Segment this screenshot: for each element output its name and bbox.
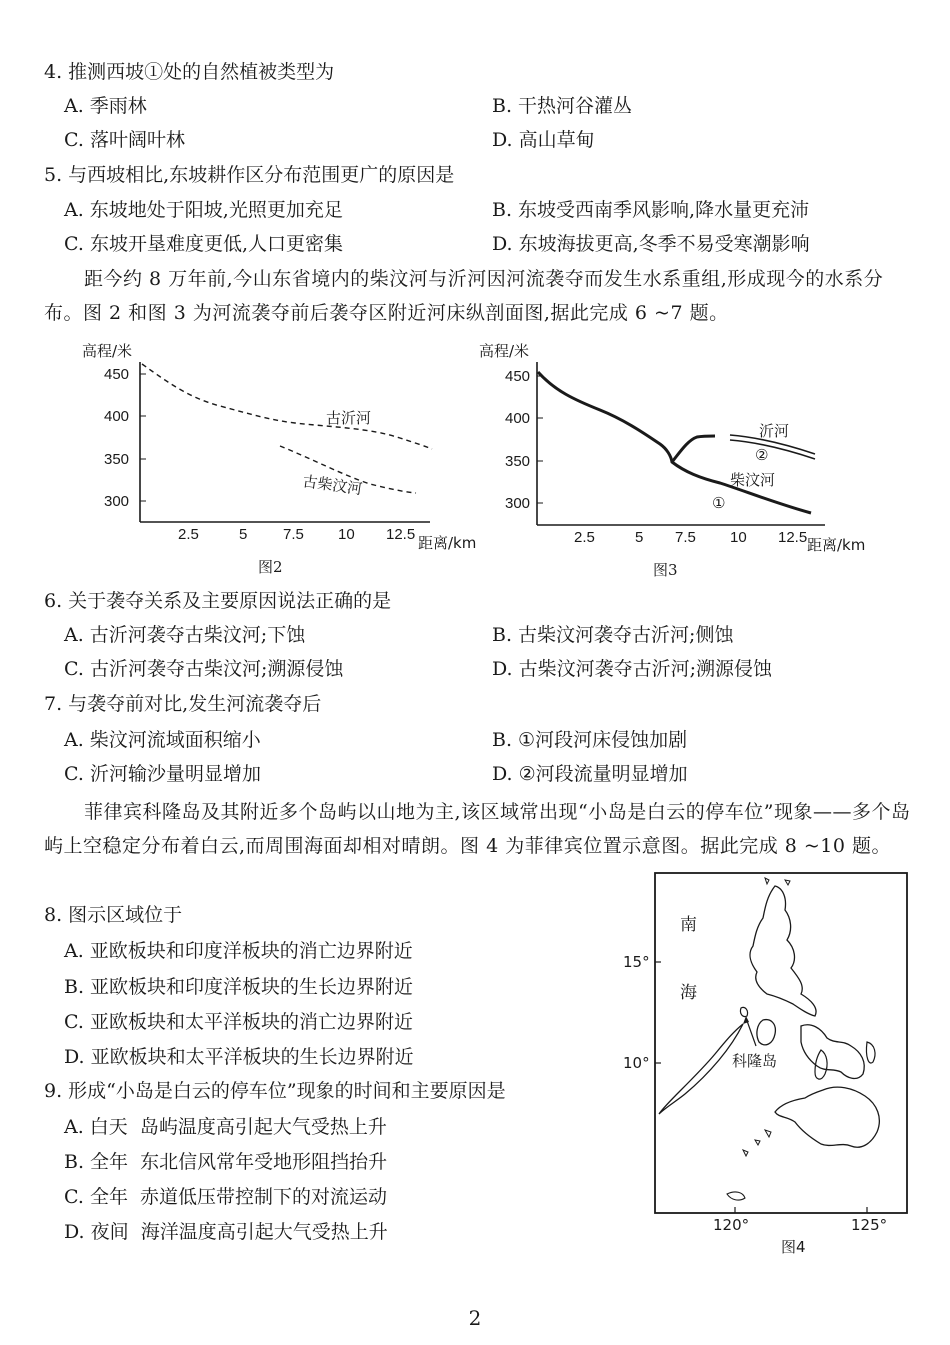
fig4-lat-10: 10° bbox=[623, 1054, 650, 1072]
q6-option-d: D. 古柴汶河袭夺古沂河;溯源侵蚀 bbox=[492, 658, 773, 680]
fig3-label-chaiwen: 柴汶河 bbox=[730, 471, 776, 489]
q8-option-d: D. 亚欧板块和太平洋板块的生长边界附近 bbox=[64, 1046, 414, 1068]
fig3-ylabel: 高程/米 bbox=[479, 342, 530, 360]
q9-option-a: A. 白天 岛屿温度高引起大气受热上升 bbox=[64, 1116, 387, 1138]
q9-option-c: C. 全年 赤道低压带控制下的对流运动 bbox=[64, 1186, 388, 1208]
fig2-xtick-7.5: 7.5 bbox=[283, 526, 304, 543]
passage-river-capture: 距今约 8 万年前,今山东省境内的柴汶河与沂河因河流袭夺而发生水系重组,形成现今的水系分布。图 2 和图 3 为河流袭夺前后袭夺区附近河床纵剖面图,据此完成 6 ~7 题。 bbox=[44, 268, 884, 324]
q9-stem: 9. 形成“小岛是白云的停车位”现象的时间和主要原因是 bbox=[44, 1080, 506, 1102]
fig3-xtick-7.5: 7.5 bbox=[675, 529, 696, 546]
fig2-label-ancient-yi: 古沂河 bbox=[326, 409, 372, 427]
q4-option-b: B. 干热河谷灌丛 bbox=[492, 95, 633, 117]
mindoro-island bbox=[757, 1020, 775, 1045]
figure-3-profile-chart bbox=[475, 336, 895, 561]
svg-text:450: 450 bbox=[505, 368, 531, 385]
passage-philippines-clouds: 菲律宾科隆岛及其附近多个岛屿以山地为主,该区域常出现“小岛是白云的停车位”现象——多个岛屿上空稳定分布着白云,而周围海面却相对晴朗。图 4 为菲律宾位置示意图。据此完成 8 ~10 题。 bbox=[44, 801, 911, 857]
fig2-label-ancient-chaiwen: 古柴汶河 bbox=[301, 472, 364, 499]
borneo-coast bbox=[727, 1192, 745, 1200]
fig2-xtick-5: 5 bbox=[239, 526, 248, 543]
q5-option-c: C. 东坡开垦难度更低,人口更密集 bbox=[64, 233, 343, 255]
q5-stem: 5. 与西坡相比,东坡耕作区分布范围更广的原因是 bbox=[44, 164, 455, 186]
q9-option-b: B. 全年 东北信风常年受地形阻挡抬升 bbox=[64, 1151, 388, 1173]
q6-option-c: C. 古沂河袭夺古柴汶河;溯源侵蚀 bbox=[64, 658, 344, 680]
svg-text:350: 350 bbox=[104, 451, 130, 468]
svg-text:400: 400 bbox=[104, 408, 130, 425]
svg-text:400: 400 bbox=[505, 410, 531, 427]
fig3-capture-branch-line bbox=[672, 436, 715, 462]
q8-stem: 8. 图示区域位于 bbox=[44, 904, 183, 926]
q7-option-c: C. 沂河输沙量明显增加 bbox=[64, 763, 261, 785]
q5-option-b: B. 东坡受西南季风影响,降水量更充沛 bbox=[492, 199, 810, 221]
samar-island bbox=[866, 1042, 875, 1063]
mindanao-island bbox=[775, 1087, 879, 1147]
fig4-sea-label-1: 南 bbox=[680, 915, 697, 935]
fig4-lon-125: 125° bbox=[851, 1216, 888, 1234]
negros-island bbox=[815, 1050, 827, 1079]
sulu-archipelago bbox=[743, 1130, 771, 1156]
fig2-xlabel: 距离/km bbox=[418, 534, 477, 552]
page-number: 2 bbox=[468, 1306, 482, 1330]
fig3-chaiwen-river-line bbox=[538, 372, 811, 513]
q7-option-a: A. 柴汶河流域面积缩小 bbox=[64, 729, 261, 751]
fig2-ylabel: 高程/米 bbox=[82, 342, 133, 360]
fig2-caption: 图2 bbox=[258, 558, 283, 576]
q7-option-b: B. ①河段河床侵蚀加剧 bbox=[492, 729, 688, 751]
svg-text:300: 300 bbox=[104, 493, 130, 510]
q8-option-c: C. 亚欧板块和太平洋板块的消亡边界附近 bbox=[64, 1011, 413, 1033]
q4-option-a: A. 季雨林 bbox=[64, 95, 147, 117]
luzon-island bbox=[750, 886, 816, 1016]
fig3-xlabel: 距离/km bbox=[807, 536, 866, 554]
q7-option-d: D. ②河段流量明显增加 bbox=[492, 763, 688, 785]
fig2-xtick-12.5: 12.5 bbox=[386, 526, 416, 543]
q7-stem: 7. 与袭夺前对比,发生河流袭夺后 bbox=[44, 693, 322, 715]
q8-option-a: A. 亚欧板块和印度洋板块的消亡边界附近 bbox=[64, 940, 413, 962]
batanes-islands bbox=[765, 878, 790, 885]
fig3-xtick-5: 5 bbox=[635, 529, 644, 546]
coron-island bbox=[740, 1007, 747, 1016]
visayas-islands bbox=[801, 1025, 864, 1079]
fig3-label-yi: 沂河 bbox=[759, 422, 790, 440]
q6-option-a: A. 古沂河袭夺古柴汶河;下蚀 bbox=[64, 624, 306, 646]
q4-option-d: D. 高山草甸 bbox=[492, 129, 595, 151]
fig4-lon-120: 120° bbox=[713, 1216, 750, 1234]
q6-option-b: B. 古柴汶河袭夺古沂河;侧蚀 bbox=[492, 624, 734, 646]
fig3-marker-1: ① bbox=[712, 494, 726, 512]
q4-stem: 4. 推测西坡①处的自然植被类型为 bbox=[44, 61, 335, 83]
q4-option-c: C. 落叶阔叶林 bbox=[64, 129, 185, 151]
q8-option-b: B. 亚欧板块和印度洋板块的生长边界附近 bbox=[64, 976, 414, 998]
fig4-coron-label: 科隆岛 bbox=[732, 1052, 778, 1070]
fig4-caption: 图4 bbox=[781, 1238, 806, 1256]
q5-option-a: A. 东坡地处于阳坡,光照更加充足 bbox=[64, 199, 343, 221]
svg-text:450: 450 bbox=[104, 366, 130, 383]
svg-text:350: 350 bbox=[505, 453, 531, 470]
svg-text:300: 300 bbox=[505, 495, 531, 512]
fig3-caption: 图3 bbox=[653, 561, 678, 579]
fig4-lat-15: 15° bbox=[623, 953, 650, 971]
fig4-sea-label-2: 海 bbox=[680, 983, 697, 1003]
fig2-ancient-yi-river-line bbox=[142, 364, 432, 449]
fig3-xtick-2.5: 2.5 bbox=[574, 529, 595, 546]
fig3-marker-2: ② bbox=[755, 446, 769, 464]
fig3-xtick-12.5: 12.5 bbox=[778, 529, 808, 546]
q9-option-d: D. 夜间 海洋温度高引起大气受热上升 bbox=[64, 1221, 388, 1243]
fig3-xtick-10: 10 bbox=[730, 529, 747, 546]
fig2-xtick-10: 10 bbox=[338, 526, 355, 543]
q6-stem: 6. 关于袭夺关系及主要原因说法正确的是 bbox=[44, 590, 392, 612]
figure-4-philippines-map bbox=[615, 868, 915, 1263]
palawan-island bbox=[659, 1024, 743, 1114]
q5-option-d: D. 东坡海拔更高,冬季不易受寒潮影响 bbox=[492, 233, 810, 255]
fig2-xtick-2.5: 2.5 bbox=[178, 526, 199, 543]
figure-2-profile-chart bbox=[80, 336, 500, 561]
